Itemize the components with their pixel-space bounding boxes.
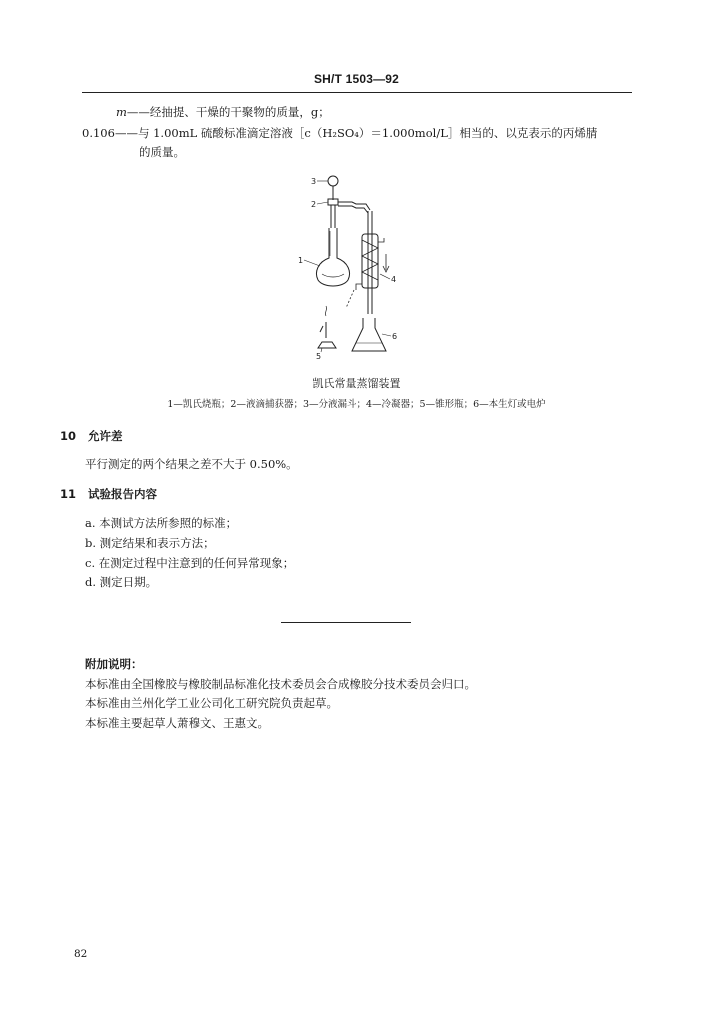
kjeldahl-apparatus-figure [290, 166, 410, 362]
separatory-funnel-stopcock [328, 176, 338, 186]
section-number: 10 [60, 429, 77, 443]
definition-text: 经抽提、干燥的干聚物的质量，g； [149, 105, 330, 119]
bunsen-burner-base [318, 342, 336, 348]
header-rule [82, 92, 632, 93]
end-of-standard-rule [281, 622, 411, 623]
figure-label-2: 2 [311, 200, 317, 209]
condenser-jacket [362, 234, 378, 288]
report-item-d: d. 测定日期。 [85, 575, 158, 589]
definition-m [116, 104, 330, 120]
erlenmeyer-flask [352, 318, 386, 351]
additional-note-line: 本标准由全国橡胶与橡胶制品标准化技术委员会合成橡胶分技术委员会归口。 [85, 677, 476, 691]
section-number: 11 [60, 487, 77, 501]
section-title: 试验报告内容 [88, 487, 158, 501]
additional-notes-heading: 附加说明： [85, 657, 143, 671]
section-heading-11 [60, 486, 157, 502]
definition-text: 与 1.00mL 硫酸标准滴定溶液［c（H₂SO₄）＝1.000mol/L］相当的、以克表示的丙烯腈 [137, 126, 598, 140]
definition-symbol: m [116, 105, 127, 119]
figure-caption: 凯氏常量蒸馏装置 [312, 377, 401, 390]
definition-0106 [82, 125, 597, 141]
section-10-body: 平行测定的两个结果之差不大于 0.50%。 [85, 457, 298, 471]
page-number: 82 [74, 948, 88, 960]
figure-label-5: 5 [316, 352, 322, 361]
figure-label-1: 1 [298, 256, 304, 265]
definition-continuation: 的质量。 [139, 145, 185, 159]
report-item-c: c. 在测定过程中注意到的任何异常现象； [85, 556, 295, 570]
report-item-b: b. 测定结果和表示方法； [85, 536, 215, 550]
figure-label-3: 3 [311, 177, 317, 186]
figure-legend: 1—凯氏烧瓶；2—液滴捕获器；3—分液漏斗；4—冷凝器；5—锥形瓶；6—本生灯或电炉 [167, 399, 546, 410]
figure-label-6: 6 [392, 332, 398, 341]
definition-symbol: 0.106 [82, 126, 115, 140]
definition-dash: —— [114, 126, 138, 140]
report-item-a: a. 本测试方法所参照的标准； [85, 516, 238, 530]
definition-dash: —— [126, 105, 150, 119]
standard-code-header: SH/T 1503—92 [313, 72, 400, 86]
additional-note-line: 本标准主要起草人萧穆文、王惠文。 [85, 716, 269, 730]
section-heading-10 [60, 428, 123, 444]
section-title: 允许差 [88, 429, 123, 443]
figure-label-4: 4 [391, 275, 397, 284]
additional-note-line: 本标准由兰州化学工业公司化工研究院负责起草。 [85, 696, 338, 710]
